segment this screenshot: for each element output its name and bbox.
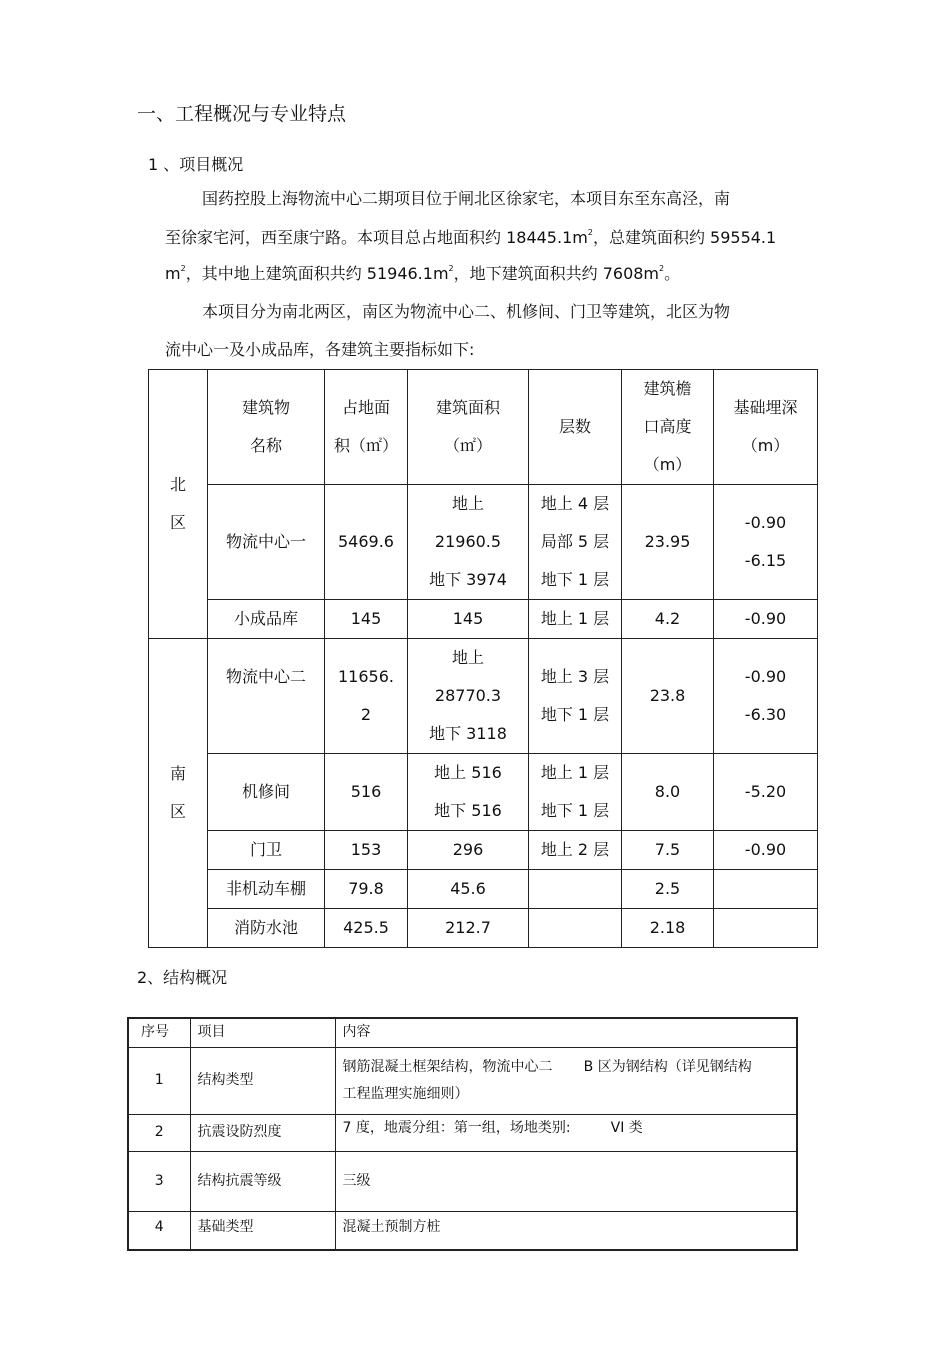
header-floors: 层数 — [529, 370, 622, 485]
header-text: 口高度 — [643, 417, 692, 436]
table-row — [149, 485, 818, 600]
header-text: 建筑物 — [241, 398, 290, 417]
eave-height: 7.5 — [622, 831, 714, 870]
floors — [529, 870, 622, 909]
row-no: 3 — [128, 1151, 190, 1211]
table-row — [128, 1114, 797, 1151]
header-text: （m） — [643, 455, 692, 474]
para1-line2 — [165, 228, 776, 248]
cell-line: 地下 1 层 — [540, 801, 610, 820]
building-name: 小成品库 — [208, 600, 325, 639]
foundation-depth: -0.90 — [714, 831, 818, 870]
foundation-depth — [714, 639, 818, 754]
floors — [529, 485, 622, 600]
cell-line: 钢筋混凝土框架结构，物流中心二 B 区为钢结构（详见钢结构 — [342, 1058, 752, 1075]
header-text: 基础埋深 — [733, 398, 798, 417]
header-height — [622, 370, 714, 485]
eave-height: 4.2 — [622, 600, 714, 639]
header-name — [208, 370, 325, 485]
header-text: 占地面 — [341, 398, 390, 417]
para1-line3 — [165, 264, 680, 284]
building-name: 物流中心一 — [208, 485, 325, 600]
cell-line: 地下 1 层 — [540, 705, 610, 724]
header-text: 积（㎡） — [333, 436, 398, 455]
row-item: 基础类型 — [190, 1211, 335, 1250]
building-indicators-table — [148, 369, 818, 948]
eave-height: 8.0 — [622, 754, 714, 831]
foundation-depth — [714, 485, 818, 600]
zone-label: 区 — [169, 513, 186, 532]
cell-line: 地上 1 层 — [540, 763, 610, 782]
row-no: 2 — [128, 1114, 190, 1151]
land-area — [325, 639, 408, 754]
row-content: 混凝土预制方桩 — [335, 1211, 797, 1250]
header-item: 项目 — [190, 1018, 335, 1047]
cell-line: 局部 5 层 — [540, 532, 610, 551]
para1-line3-text-b: ，其中地上建筑面积共约 51946.1m — [185, 264, 449, 283]
cell-line: 2 — [360, 705, 372, 724]
row-content: 三级 — [335, 1151, 797, 1211]
cell-line: 地上 — [451, 648, 484, 667]
row-content — [335, 1047, 797, 1114]
eave-height: 23.8 — [622, 639, 714, 754]
land-area: 145 — [325, 600, 408, 639]
para1-line2-text-b: ，总建筑面积约 59554.1 — [592, 228, 777, 247]
land-area: 153 — [325, 831, 408, 870]
header-floor-area — [408, 370, 529, 485]
para2-line1: 本项目分为南北两区，南区为物流中心二、机修间、门卫等建筑，北区为物 — [202, 302, 731, 321]
cell-line: 地上 — [451, 494, 484, 513]
header-content: 内容 — [335, 1018, 797, 1047]
floors: 地上 1 层 — [529, 600, 622, 639]
table-row — [149, 870, 818, 909]
floor-area — [408, 754, 529, 831]
header-depth — [714, 370, 818, 485]
floors: 地上 2 层 — [529, 831, 622, 870]
building-name: 物流中心二 — [208, 639, 325, 754]
header-text: （㎡） — [443, 436, 492, 455]
header-text: 名称 — [249, 436, 282, 455]
section2-title: 2、结构概况 — [137, 968, 228, 987]
cell-line: 地下 516 — [434, 801, 502, 820]
cell-line: 地上 4 层 — [540, 494, 610, 513]
para1-line1: 国药控股上海物流中心二期项目位于闸北区徐家宅，本项目东至东高泾，南 — [202, 189, 731, 208]
cell-line: 11656. — [338, 667, 394, 686]
foundation-depth — [714, 909, 818, 948]
superscript: 2 — [180, 264, 186, 273]
land-area: 516 — [325, 754, 408, 831]
north-zone-cell — [149, 370, 208, 639]
building-name: 门卫 — [208, 831, 325, 870]
cell-line: 地下 3118 — [429, 724, 507, 743]
land-area: 425.5 — [325, 909, 408, 948]
foundation-depth: -5.20 — [714, 754, 818, 831]
table-row — [149, 831, 818, 870]
foundation-depth: -0.90 — [714, 600, 818, 639]
zone-label: 北 — [169, 475, 186, 494]
superscript: 2 — [448, 264, 454, 273]
floors — [529, 639, 622, 754]
row-item: 结构抗震等级 — [190, 1151, 335, 1211]
row-item: 结构类型 — [190, 1047, 335, 1114]
table-row — [128, 1047, 797, 1114]
south-zone-cell — [149, 639, 208, 948]
cell-line: -6.15 — [744, 551, 787, 570]
floor-area — [408, 485, 529, 600]
building-name: 非机动车棚 — [208, 870, 325, 909]
cell-line: -0.90 — [744, 513, 787, 532]
zone-label: 南 — [169, 764, 186, 783]
building-name: 机修间 — [208, 754, 325, 831]
foundation-depth — [714, 870, 818, 909]
row-no: 4 — [128, 1211, 190, 1250]
floor-area — [408, 639, 529, 754]
floor-area: 296 — [408, 831, 529, 870]
page-heading: 一、工程概况与专业特点 — [137, 103, 347, 125]
row-no: 1 — [128, 1047, 190, 1114]
floor-area: 45.6 — [408, 870, 529, 909]
eave-height: 2.18 — [622, 909, 714, 948]
cell-line: 地下 3974 — [429, 570, 507, 589]
table-header-row — [128, 1018, 797, 1047]
table-header-row — [149, 370, 818, 485]
table-row — [128, 1211, 797, 1250]
cell-line: 28770.3 — [434, 686, 502, 705]
land-area: 5469.6 — [325, 485, 408, 600]
cell-line: 工程监理实施细则） — [342, 1085, 469, 1102]
cell-line: -0.90 — [744, 667, 787, 686]
superscript: 2 — [587, 228, 593, 237]
section1-title: 1 、项目概况 — [148, 155, 244, 174]
land-area: 79.8 — [325, 870, 408, 909]
superscript: 2 — [659, 264, 665, 273]
cell-line: 地上 3 层 — [540, 667, 610, 686]
header-no: 序号 — [128, 1018, 190, 1047]
table-row — [149, 909, 818, 948]
floors — [529, 909, 622, 948]
eave-height: 23.95 — [622, 485, 714, 600]
para1-line3-text-c: ，地下建筑面积共约 7608m — [453, 264, 660, 283]
structure-overview-table — [127, 1017, 798, 1251]
floor-area: 145 — [408, 600, 529, 639]
para2-line2: 流中心一及小成品库，各建筑主要指标如下: — [165, 340, 475, 359]
floors — [529, 754, 622, 831]
para1-line3-text-d: 。 — [664, 264, 681, 283]
cell-line: 地上 516 — [434, 763, 502, 782]
header-text: （m） — [741, 436, 790, 455]
eave-height: 2.5 — [622, 870, 714, 909]
cell-line: 21960.5 — [434, 532, 502, 551]
cell-line: -6.30 — [744, 705, 787, 724]
row-content: 7 度，地震分组：第一组，场地类别: VI 类 — [335, 1114, 797, 1151]
building-name: 消防水池 — [208, 909, 325, 948]
zone-label: 区 — [169, 802, 186, 821]
header-land-area — [325, 370, 408, 485]
para1-line2-text-a: 至徐家宅河，西至康宁路。本项目总占地面积约 18445.1m — [165, 228, 588, 247]
header-text: 建筑面积 — [435, 398, 500, 417]
table-row — [149, 600, 818, 639]
floor-area: 212.7 — [408, 909, 529, 948]
table-row — [149, 639, 818, 754]
table-row — [128, 1151, 797, 1211]
cell-line: 地下 1 层 — [540, 570, 610, 589]
row-item: 抗震设防烈度 — [190, 1114, 335, 1151]
table-row — [149, 754, 818, 831]
header-text: 建筑檐 — [643, 379, 692, 398]
para1-line3-text-a: m — [165, 264, 181, 283]
